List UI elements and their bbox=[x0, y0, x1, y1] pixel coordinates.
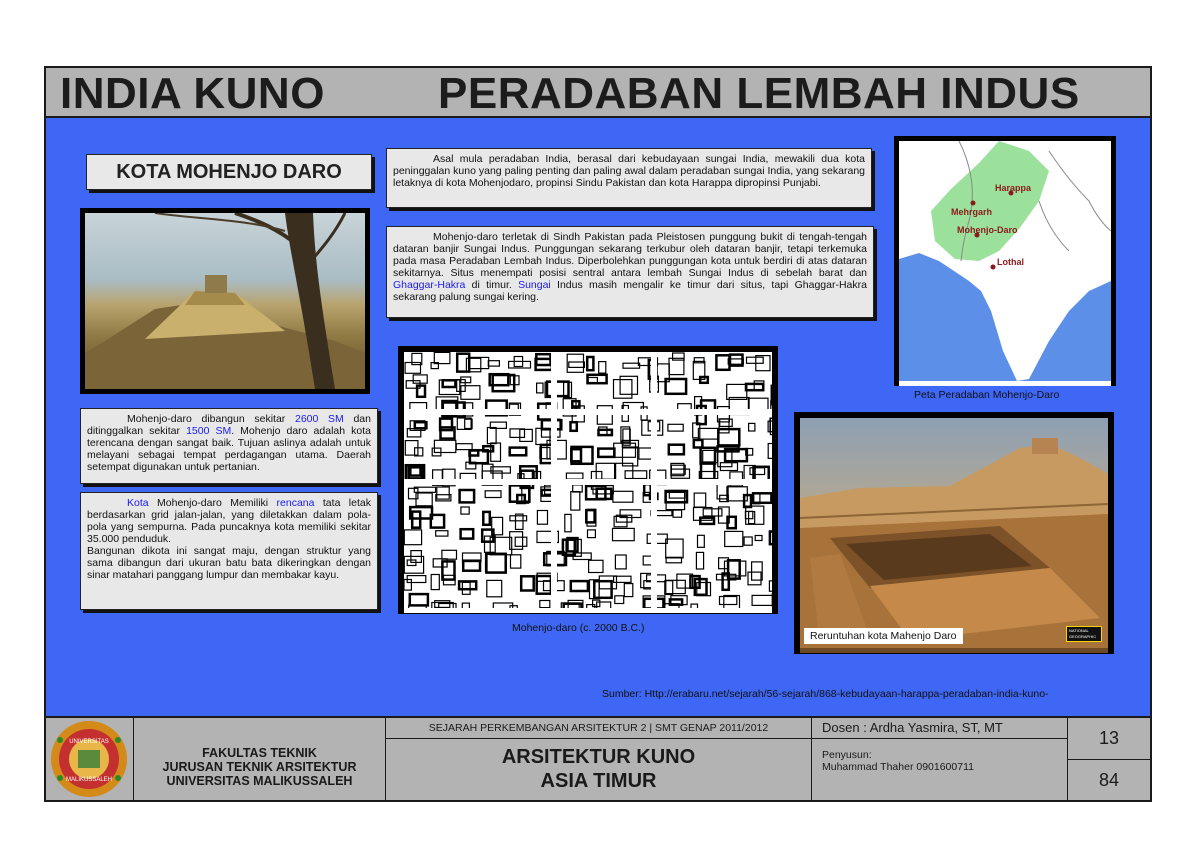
plan-wall bbox=[437, 487, 449, 499]
plan-wall bbox=[566, 473, 583, 479]
plan-wall bbox=[461, 529, 474, 538]
plan-wall bbox=[469, 357, 489, 368]
plan-wall bbox=[623, 363, 640, 368]
plan-wall bbox=[462, 603, 469, 608]
sungai-link[interactable]: Sungai bbox=[518, 279, 551, 291]
civilization-map bbox=[894, 136, 1116, 386]
plan-wall bbox=[673, 510, 682, 517]
plan-wall bbox=[542, 490, 553, 496]
plan-wall bbox=[698, 535, 705, 547]
plan-wall bbox=[752, 595, 772, 605]
plan-wall bbox=[755, 536, 762, 541]
plan-wall bbox=[443, 380, 456, 387]
plan-wall bbox=[613, 528, 635, 540]
plan-wall bbox=[547, 382, 569, 397]
plan-wall bbox=[599, 362, 606, 374]
plan-wall bbox=[485, 491, 501, 498]
built-text-a: Mohenjo-daro dibangun sekitar bbox=[127, 413, 295, 425]
india-map-drawing bbox=[899, 141, 1111, 381]
ghaggar-hakra-link[interactable]: Ghaggar-Hakra bbox=[393, 279, 466, 291]
plan-wall bbox=[666, 580, 686, 593]
rencana-link[interactable]: rencana bbox=[276, 497, 315, 509]
plan-wall bbox=[716, 355, 729, 370]
kota-link[interactable]: Kota bbox=[127, 497, 149, 509]
plan-wall bbox=[669, 445, 684, 455]
map-label-lothal: Lothal bbox=[997, 257, 1024, 267]
plan-wall bbox=[493, 375, 515, 391]
plan-wall bbox=[620, 376, 637, 394]
faculty-name: FAKULTAS TEKNIK bbox=[202, 746, 317, 760]
plan-wall bbox=[536, 428, 550, 444]
plan-wall bbox=[625, 471, 647, 479]
logo-text-bottom: MALIKUSSALEH bbox=[65, 777, 113, 783]
plan-wall bbox=[433, 559, 447, 567]
plan-wall bbox=[701, 463, 714, 480]
plan-wall bbox=[753, 493, 771, 503]
plan-wall bbox=[749, 423, 755, 431]
ruins-illustration bbox=[800, 418, 1108, 648]
plan-wall bbox=[770, 418, 772, 431]
plan-wall bbox=[491, 467, 511, 473]
plan-wall bbox=[589, 560, 603, 572]
plan-wall bbox=[511, 555, 521, 568]
plan-wall bbox=[569, 362, 585, 367]
plan-wall bbox=[573, 485, 583, 492]
people-cell bbox=[812, 718, 1068, 800]
plan-wall bbox=[510, 429, 525, 438]
plan-wall bbox=[614, 380, 632, 399]
plan-wall bbox=[744, 537, 752, 545]
plan-paragraph bbox=[80, 492, 378, 610]
plan-wall bbox=[720, 597, 737, 605]
stupa-photo bbox=[80, 208, 370, 394]
plan-wall bbox=[486, 554, 507, 572]
plan-wall bbox=[442, 550, 457, 559]
plan-wall bbox=[434, 352, 450, 363]
course-cell bbox=[386, 718, 812, 800]
plan-wall bbox=[647, 534, 667, 543]
plan-wall bbox=[457, 354, 469, 372]
plan-text-c: Bangunan dikota ini sangat maju, dengan struktur yang sama dibangun dari ukuran batu bata dikeringkan dengan sinar matahari panggang lumpur dan membakar kayu. bbox=[87, 545, 371, 581]
plan-wall bbox=[456, 444, 472, 450]
intro-text: Asal mula peradaban India, berasal dari kebudayaan sungai India, mewakili dua kota peninggalan kuno yang paling penting dan paling awal dalam peradaban sungai India, yang sekarang letaknya di kota Mohenjodaro, propinsi Sindu Pakistan dan kota Harappa dipropinsi Punjabi. bbox=[393, 153, 865, 189]
plan-wall bbox=[510, 516, 527, 521]
plan-wall bbox=[694, 440, 703, 448]
plan-wall bbox=[694, 358, 704, 363]
plan-wall bbox=[669, 358, 684, 374]
plan-wall bbox=[571, 581, 588, 591]
topic-line-1: ARSITEKTUR KUNO bbox=[501, 746, 696, 768]
plan-wall bbox=[463, 561, 480, 571]
page-number: 13 bbox=[1068, 718, 1150, 760]
plan-wall bbox=[510, 448, 527, 456]
logo-text-top: UNIVERSITAS bbox=[69, 739, 109, 745]
plan-wall bbox=[624, 584, 633, 597]
map-label-mehrgarh: Mehrgarh bbox=[951, 207, 993, 217]
plan-wall bbox=[540, 601, 550, 608]
topic-line-2: ASIA TIMUR bbox=[540, 770, 657, 792]
plan-wall bbox=[598, 449, 614, 457]
author-name: Muhammad Thaher 0901600711 bbox=[822, 761, 974, 773]
1500-sm-link[interactable]: 1500 SM bbox=[186, 425, 232, 437]
plan-wall bbox=[691, 604, 698, 608]
map-label-harappa: Harappa bbox=[995, 183, 1032, 193]
plan-wall bbox=[599, 430, 612, 435]
lecturer-name: Dosen : Ardha Yasmira, ST, MT bbox=[812, 718, 1067, 739]
plan-wall bbox=[586, 510, 594, 522]
plan-wall bbox=[770, 532, 772, 545]
university-logo bbox=[46, 718, 132, 800]
plan-wall bbox=[725, 531, 743, 546]
plan-wall bbox=[673, 353, 685, 360]
plan-wall bbox=[588, 530, 596, 538]
plan-wall bbox=[520, 429, 533, 441]
plan-wall bbox=[668, 424, 683, 431]
plan-wall bbox=[483, 512, 490, 525]
plan-wall bbox=[615, 555, 626, 569]
stupa-illustration bbox=[85, 213, 365, 389]
institution-cell bbox=[134, 718, 386, 800]
plan-wall bbox=[410, 467, 420, 475]
plan-wall bbox=[487, 428, 496, 444]
plan-wall bbox=[588, 378, 597, 383]
plan-wall bbox=[571, 449, 581, 461]
plan-wall bbox=[728, 517, 736, 528]
plan-wall bbox=[431, 575, 439, 590]
plan-wall bbox=[434, 440, 455, 452]
section-title: KOTA MOHENJO DARO bbox=[86, 154, 372, 190]
plan-wall bbox=[671, 465, 685, 474]
plan-wall bbox=[613, 491, 633, 502]
plan-wall bbox=[486, 554, 505, 573]
location-text-1: Mohenjo-daro terletak di Sindh Pakistan pada Pleistosen punggung bukit di tengah-tengah dataran banjir Sungai Indus. Punggungan sekarang terkubur oleh dataran banjir, tetapi terkemuka pada masa Peradaban Lembah Indus. Diperbolehkan punggungan kota untuk berdiri di atas dataran sekitarnya. Situs menempati posisi sentral antara lembah Sungai Indus di sebelah barat dan bbox=[393, 231, 867, 279]
city-plan-drawing bbox=[404, 352, 772, 608]
plan-wall bbox=[537, 511, 547, 525]
plan-wall bbox=[594, 581, 611, 598]
plan-wall bbox=[461, 507, 469, 514]
plan-wall bbox=[748, 572, 761, 585]
plan-text-b: tata letak berdasarkan grid jalan-jalan, yang diletakkan dalam pola-pola yang sempurna. Pada puncaknya kota memiliki sekitar 35.000 penduduk. bbox=[87, 497, 371, 545]
plan-wall bbox=[749, 512, 755, 524]
plan-wall bbox=[696, 552, 703, 569]
plan-caption: Mohenjo-daro (c. 2000 B.C.) bbox=[512, 622, 645, 634]
logo-cell bbox=[46, 718, 134, 800]
plan-wall bbox=[488, 361, 499, 366]
author-label: Penyusun: bbox=[822, 749, 872, 761]
plan-wall bbox=[567, 354, 583, 372]
plan-wall bbox=[410, 594, 428, 605]
2600-sm-link[interactable]: 2600 SM bbox=[294, 413, 344, 425]
map-caption: Peta Peradaban Mohenjo-Daro bbox=[914, 389, 1060, 401]
plan-text-a: Mohenjo-daro Memiliki bbox=[148, 497, 277, 509]
title-block bbox=[44, 716, 1152, 802]
page-header bbox=[44, 66, 1152, 118]
intro-paragraph bbox=[386, 148, 872, 208]
source-text: Sumber: Http://erabaru.net/sejarah/56-sejarah/868-kebudayaan-harappa-peradaban-india-kuno- bbox=[602, 688, 1049, 700]
map-label-mohenjo-daro: Mohenjo-Daro bbox=[957, 225, 1018, 235]
header-left-title: INDIA KUNO bbox=[60, 69, 325, 118]
header-right-title: PERADABAN LEMBAH INDUS bbox=[438, 69, 1080, 118]
ruins-caption: Reruntuhan kota Mahenjo Daro bbox=[804, 628, 963, 644]
plan-wall bbox=[417, 386, 425, 397]
plan-wall bbox=[694, 493, 706, 507]
plan-wall bbox=[487, 580, 502, 596]
plan-wall bbox=[769, 581, 772, 591]
location-paragraph bbox=[386, 226, 874, 318]
plan-wall bbox=[436, 531, 448, 536]
plan-wall bbox=[565, 514, 571, 531]
plan-wall bbox=[571, 492, 580, 511]
plan-wall bbox=[442, 561, 454, 579]
plan-wall bbox=[515, 537, 527, 546]
plan-wall bbox=[587, 357, 593, 370]
plan-wall bbox=[510, 606, 517, 608]
department-name: JURUSAN TEKNIK ARSITEKTUR bbox=[162, 760, 357, 774]
plan-wall bbox=[698, 428, 718, 439]
plan-wall bbox=[521, 576, 534, 590]
national-geographic-badge: NATIONAL GEOGRAPHIC bbox=[1066, 626, 1102, 642]
ruins-photo bbox=[794, 412, 1114, 654]
plan-wall bbox=[768, 444, 772, 459]
university-name: UNIVERSITAS MALIKUSSALEH bbox=[166, 774, 353, 788]
plan-wall bbox=[461, 386, 480, 400]
plan-wall bbox=[615, 596, 624, 604]
location-text-2: di timur. bbox=[465, 279, 519, 291]
location-text-3: Indus masih mengalir ke timur dari situs, tapi Ghaggar-Hakra sekarang palung sungai kering. bbox=[393, 279, 867, 303]
built-text-b: dan ditinggalkan sekitar bbox=[87, 413, 371, 437]
plan-wall bbox=[404, 530, 421, 545]
plan-wall bbox=[571, 422, 577, 431]
plan-wall bbox=[750, 468, 765, 475]
plan-wall bbox=[460, 490, 475, 502]
plan-wall bbox=[747, 357, 764, 363]
page-total: 84 bbox=[1098, 769, 1120, 790]
city-plan-image bbox=[398, 346, 778, 614]
plan-wall bbox=[720, 419, 733, 426]
built-text-c: . Mohenjo daro adalah kota terencana dengan sangat baik. Tujuan aslinya adalah untuk melayani sebagai tempat perdagangan utama. Daerah setempat digunakan untuk pertanian. bbox=[87, 425, 371, 473]
plan-wall bbox=[459, 581, 476, 589]
plan-wall bbox=[666, 539, 683, 558]
plan-wall bbox=[537, 383, 543, 393]
built-paragraph bbox=[80, 408, 378, 484]
course-name: SEJARAH PERKEMBANGAN ARSITEKTUR 2 | SMT GENAP 2011/2012 bbox=[386, 718, 811, 739]
page-number-cell bbox=[1068, 718, 1150, 800]
plan-wall bbox=[483, 446, 493, 451]
